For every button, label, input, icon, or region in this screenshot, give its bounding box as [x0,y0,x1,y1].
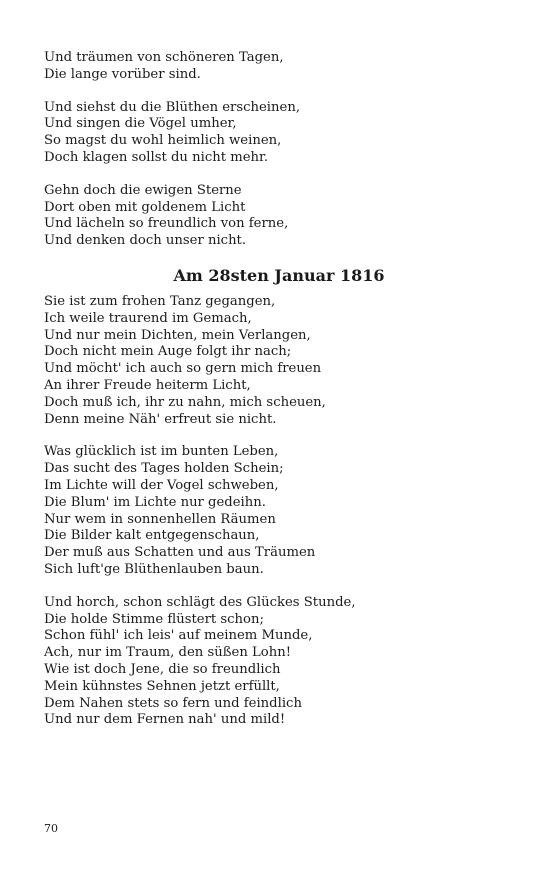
verse-line: Doch nicht mein Auge folgt ihr nach; [44,344,292,360]
verse-line: Und träumen von schöneren Tagen, [44,50,284,65]
verse-line: Und siehst du die Blüthen erscheinen, [44,99,301,115]
verse-line: Mein kühnstes Sehnen jetzt erfüllt, [44,678,280,694]
page-content [44,50,514,745]
stanza [44,50,514,84]
verse-line: An ihrer Freude heiterm Licht, [44,377,251,393]
verse-line: Was glücklich ist im bunten Leben, [44,444,279,460]
verse-line: Und singen die Vögel umher, [44,116,237,132]
verse-line: Sich luft'ge Blüthenlauben baun. [44,561,264,577]
verse-line: Und möcht' ich auch so gern mich freuen [44,361,322,377]
stanza [44,294,514,428]
verse-line: Denn meine Näh' erfreut sie nicht. [44,411,277,427]
verse-line: Im Lichte will der Vogel schweben, [44,477,279,493]
verse-line: Nur wem in sonnenhellen Räumen [44,511,276,527]
verse-line: Und nur mein Dichten, mein Verlangen, [44,327,311,343]
stanza [44,183,514,250]
verse-line: Doch muß ich, ihr zu nahn, mich scheuen, [44,394,326,410]
verse-line: Gehn doch die ewigen Sterne [44,182,242,198]
verse-line: Schon fühl' ich leis' auf meinem Munde, [44,628,313,644]
verse-line: Die Blum' im Lichte nur gedeihn. [44,494,266,510]
verse-line: Und denken doch unser nicht. [44,233,247,249]
verse-line: Dem Nahen stets so fern und feindlich [44,695,302,711]
verse-line: Die lange vorüber sind. [44,66,201,82]
verse-line: Ach, nur im Traum, den süßen Lohn! [44,645,292,661]
verse-line: Wie ist doch Jene, die so freundlich [44,661,281,677]
verse-line: Der muß aus Schatten und aus Träumen [44,545,316,561]
verse-line: So magst du wohl heimlich weinen, [44,133,282,149]
verse-line: Die Bilder kalt entgegenschaun, [44,528,260,544]
poem [44,266,514,729]
verse-line: Ich weile traurend im Gemach, [44,310,252,326]
stanza [44,100,514,167]
verse-line: Dort oben mit goldenem Licht [44,199,246,215]
page-number: 70 [44,822,58,835]
verse-line: Und nur dem Fernen nah' und mild! [44,712,286,728]
verse-line: Und horch, schon schlägt des Glückes Stunde, [44,594,356,610]
verse-line: Die holde Stimme flüstert schon; [44,611,264,627]
verse-line: Und lächeln so freundlich von ferne, [44,216,289,232]
stanza [44,595,514,729]
poem-title: Am 28sten Januar 1816 [173,265,385,285]
verse-line: Doch klagen sollst du nicht mehr. [44,149,269,165]
poem-continued [44,50,514,250]
stanza [44,444,514,578]
verse-line: Sie ist zum frohen Tanz gegangen, [44,293,276,309]
verse-line: Das sucht des Tages holden Schein; [44,461,284,477]
